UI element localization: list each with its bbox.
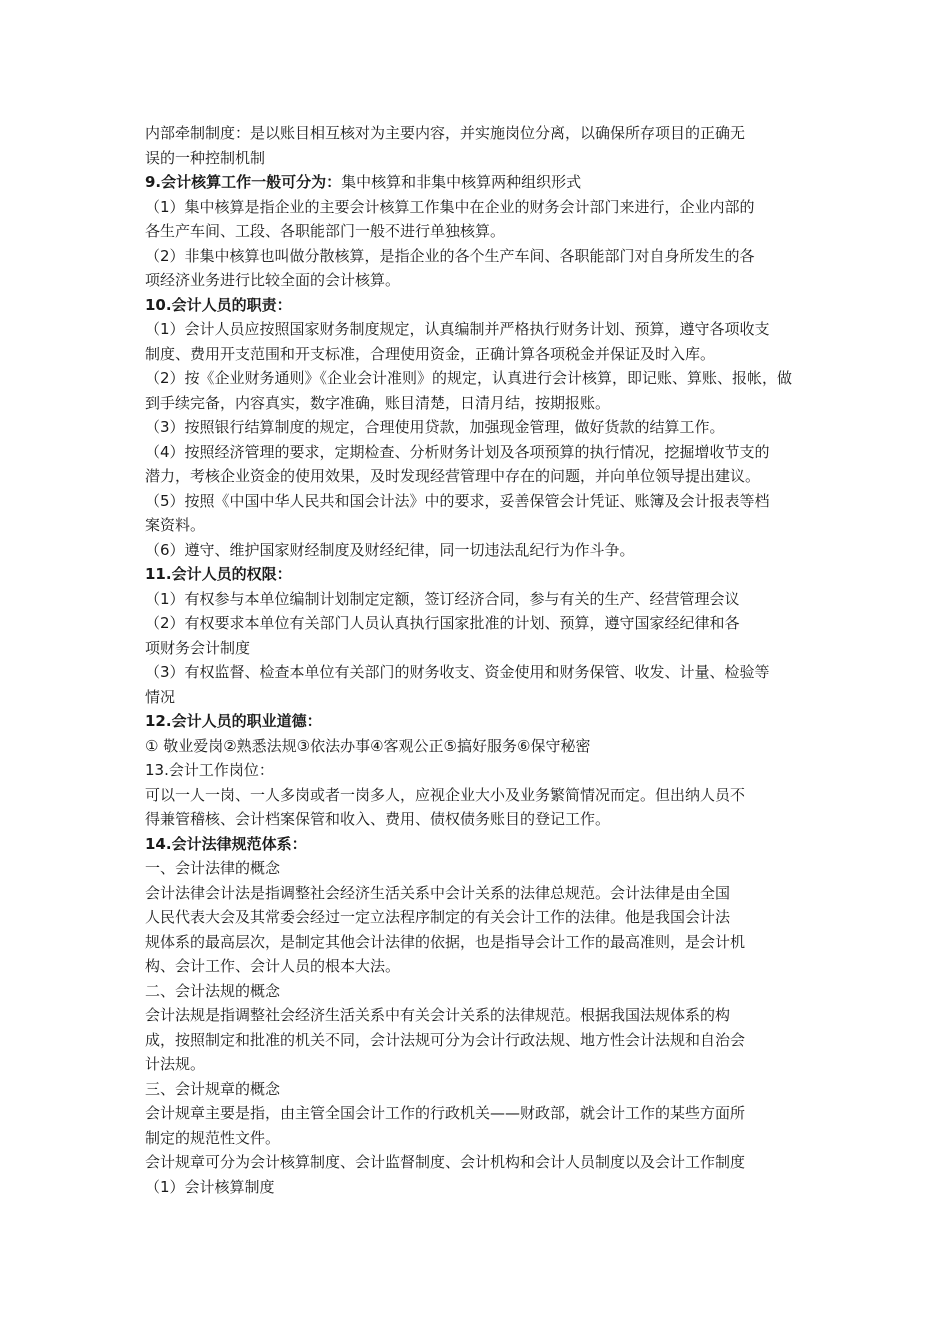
line-text: （2）非集中核算也叫做分散核算，是指企业的各个生产车间、各职能部门对自身所发生的各 <box>145 246 755 265</box>
text-line <box>145 1150 810 1175</box>
line-text: （3）有权监督、检查本单位有关部门的财务收支、资金使用和财务保管、收发、计量、检验等 <box>145 663 770 681</box>
text-line <box>145 268 810 293</box>
text-line <box>145 317 810 342</box>
line-text: 构、会计工作、会计人员的根本大法。 <box>145 957 401 975</box>
line-text: 案资料。 <box>145 516 206 534</box>
line-text: 人民代表大会及其常委会经过一定立法程序制定的有关会计工作的法律。他是我国会计法 <box>145 908 731 926</box>
line-text: 项财务会计制度 <box>145 638 251 657</box>
text-line <box>145 391 810 416</box>
line-text: （2）按《企业财务通则》《企业会计准则》的规定，认真进行会计核算，即记账、算账、报帐，做 <box>145 369 793 387</box>
line-text: 二、会计法规的概念 <box>145 981 281 1000</box>
line-text: 得兼管稽核、会计档案保管和收入、费用、债权债务账目的登记工作。 <box>145 810 611 828</box>
text-line <box>145 1126 810 1151</box>
line-text: 误的一种控制机制 <box>145 148 266 167</box>
line-text: 到手续完备，内容真实，数字准确，账目清楚，日清月结，按期报账。 <box>145 393 611 412</box>
line-text: （4）按照经济管理的要求，定期检查、分析财务计划及各项预算的执行情况，挖掘增收节支的 <box>145 442 770 461</box>
line-text: ① 敬业爱岗②熟悉法规③依法办事④客观公正⑤搞好服务⑥保守秘密 <box>145 736 591 755</box>
text-line <box>145 415 810 440</box>
text-line <box>145 538 810 563</box>
line-text: 制度、费用开支范围和开支标准，合理使用资金，正确计算各项税金并保证及时入库。 <box>145 344 716 363</box>
line-text: （2）有权要求本单位有关部门人员认真执行国家批准的计划、预算，遵守国家经纪律和各 <box>145 614 740 632</box>
text-line <box>145 1003 810 1028</box>
line-text: 潜力，考核企业资金的使用效果，及时发现经营管理中存在的问题，并向单位领导提出建议。 <box>145 467 761 485</box>
text-line <box>145 807 810 832</box>
text-line <box>145 709 810 734</box>
line-text: 会计规章可分为会计核算制度、会计监督制度、会计机构和会计人员制度以及会计工作制度 <box>145 1153 746 1171</box>
section-heading: 12.会计人员的职业道德： <box>145 712 322 730</box>
text-line <box>145 244 810 269</box>
text-line <box>145 195 810 220</box>
text-line <box>145 856 810 881</box>
text-line <box>145 758 810 783</box>
text-line <box>145 121 810 146</box>
line-text: 13.会计工作岗位： <box>145 761 274 779</box>
line-text: （1）会计人员应按照国家财务制度规定，认真编制并严格执行财务计划、预算，遵守各项收支 <box>145 320 770 338</box>
text-line <box>145 979 810 1004</box>
text-line <box>145 464 810 489</box>
line-text: （3）按照银行结算制度的规定，合理使用贷款，加强现金管理，做好货款的结算工作。 <box>145 418 725 436</box>
line-text: 内部牵制制度：是以账目相互核对为主要内容，并实施岗位分离，以确保所存项目的正确无 <box>145 124 746 142</box>
text-line <box>145 342 810 367</box>
document-body <box>145 121 810 1199</box>
text-line <box>145 489 810 514</box>
line-text: 三、会计规章的概念 <box>145 1079 281 1098</box>
text-line <box>145 587 810 612</box>
text-line <box>145 562 810 587</box>
line-text: （1）有权参与本单位编制计划制定定额，签订经济合同，参与有关的生产、经营管理会议 <box>145 589 740 608</box>
text-line <box>145 832 810 857</box>
line-text: 可以一人一岗、一人多岗或者一岗多人，应视企业大小及业务繁简情况而定。但出纳人员不 <box>145 785 746 804</box>
text-line <box>145 783 810 808</box>
text-line <box>145 1101 810 1126</box>
line-text: 集中核算和非集中核算两种组织形式 <box>341 173 582 191</box>
section-heading: 10.会计人员的职责： <box>145 295 292 314</box>
line-text: 情况 <box>145 687 176 706</box>
text-line <box>145 366 810 391</box>
text-line <box>145 881 810 906</box>
line-text: （1）集中核算是指企业的主要会计核算工作集中在企业的财务会计部门来进行，企业内部的 <box>145 197 755 216</box>
line-text: （5）按照《中国中华人民共和国会计法》中的要求，妥善保管会计凭证、账簿及会计报表等档 <box>145 491 770 510</box>
text-line <box>145 440 810 465</box>
line-text: 会计规章主要是指，由主管全国会计工作的行政机关——财政部，就会计工作的某些方面所 <box>145 1104 746 1122</box>
line-text: （6）遵守、维护国家财经制度及财经纪律，同一切违法乱纪行为作斗争。 <box>145 540 635 559</box>
line-text: 会计法规是指调整社会经济生活关系中有关会计关系的法律规范。根据我国法规体系的构 <box>145 1006 731 1024</box>
line-text: 成，按照制定和批准的机关不同，会计法规可分为会计行政法规、地方性会计法规和自治会 <box>145 1030 746 1049</box>
text-line <box>145 734 810 759</box>
text-line <box>145 1175 810 1200</box>
text-line <box>145 219 810 244</box>
line-text: 计法规。 <box>145 1055 206 1073</box>
text-line <box>145 1077 810 1102</box>
text-line <box>145 636 810 661</box>
section-heading: 14.会计法律规范体系： <box>145 834 307 853</box>
line-text: （1）会计核算制度 <box>145 1177 275 1196</box>
text-line <box>145 905 810 930</box>
line-text: 项经济业务进行比较全面的会计核算。 <box>145 271 401 289</box>
text-line <box>145 930 810 955</box>
text-line <box>145 685 810 710</box>
text-line <box>145 1052 810 1077</box>
text-line <box>145 513 810 538</box>
section-heading: 11.会计人员的权限： <box>145 565 292 583</box>
line-text: 各生产车间、工段、各职能部门一般不进行单独核算。 <box>145 222 506 240</box>
line-text: 会计法律会计法是指调整社会经济生活关系中会计关系的法律总规范。会计法律是由全国 <box>145 883 731 902</box>
line-text: 规体系的最高层次，是制定其他会计法律的依据，也是指导会计工作的最高准则，是会计机 <box>145 932 746 951</box>
line-text: 一、会计法律的概念 <box>145 859 281 877</box>
text-line <box>145 170 810 195</box>
section-heading: 9.会计核算工作一般可分为： <box>145 173 342 191</box>
line-text: 制定的规范性文件。 <box>145 1128 281 1147</box>
text-line <box>145 954 810 979</box>
text-line <box>145 611 810 636</box>
text-line <box>145 146 810 171</box>
text-line <box>145 660 810 685</box>
text-line <box>145 1028 810 1053</box>
text-line <box>145 293 810 318</box>
